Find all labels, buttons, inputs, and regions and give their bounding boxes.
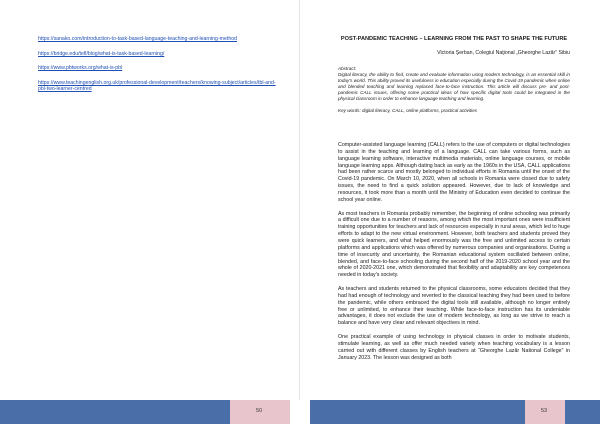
page-number-left: 50 <box>256 408 263 414</box>
footer-band-blue-left <box>0 400 230 424</box>
reference-link-pbtworks[interactable]: https://www.pbtworks.org/what-is-pbl <box>38 65 123 72</box>
abstract-text: Digital literacy, the ability to find, create and evaluate information using modern technology, is an essential skill in today's world. This ability proved its usefulness in education especially during the Covid-19 pandemic when online and blended teaching and learning replaced face-to-face instruction. This article will discuss pre- and post-pandemic CALL issues, offering some practical ideas of how specific digital tools could be integrated in the physical classroom in order to enhance language teaching and learning. <box>338 72 570 102</box>
footer-band-gap-left <box>290 400 300 424</box>
body-paragraph-4: One practical example of using technology in physical classes in order to motivate students, stimulate learning, as well as offer much needed variety when teaching vocabulary is a lesson carried out with different classes by English teachers at “Gheorghe Lazăr National College” in January 2023. The lesson was designed as both <box>338 334 570 361</box>
reference-link-teachingenglish[interactable]: https://www.teachingenglish.org.uk/professional-development/teachers/knowing-subject/articles/tbl-and-pbl-two-learner-centred <box>38 79 276 93</box>
footer-band-gap-right <box>300 400 310 424</box>
keywords: Key words: digital literacy, CALL, online platforms, practical activities <box>338 108 478 114</box>
abstract-label: Abstract: <box>338 66 357 72</box>
footer-band-blue-right-end <box>565 400 600 424</box>
body-paragraph-2: As most teachers in Romania probably remember, the beginning of online schooling was primarily a difficult one due to a number of reasons, among which the most important ones were insufficient training opportunities for teachers and lack of resources especially in rural areas, which led to huge efforts to adapt to the new virtual environment. However, both teachers and students proved they were quick learners, and what helped enormously was the free and unlimited access to certain platforms and applications which was offered by numerous companies and organisations. During a time of insecurity and uncertainty, the Romanian educational system oscillated between online, blended, and face-to-face schooling during the second half of the 2019-2020 school year and the whole of 2020-2021 one, which demonstrated that flexibility and adaptability are key competences needed in today's society. <box>338 210 570 279</box>
page-number-right: 53 <box>541 408 548 414</box>
reference-link-bridge[interactable]: https://bridge.edu/tefl/blog/what-is-task-based-learning/ <box>38 50 165 57</box>
article-author: Victoria Şerban, Colegiul Naţional „Gheorghe Lazăr” Sibiu <box>437 50 570 57</box>
left-page <box>0 0 300 400</box>
reference-links <box>38 36 278 101</box>
article-body <box>338 142 570 368</box>
body-paragraph-1: Computer-assisted language learning (CALL) refers to the use of computers or digital technologies to assist in the teaching and learning of a language. CALL can take various forms, such as language learning software, interactive multimedia materials, online language courses, or mobile language learning apps. Although dating back as early as the 1960s in the USA, CALL applications had been rather scarce and mostly belonged to individual efforts in Romania until the onset of the Covid-19 pandemic. On March 10, 2020, when all schools in Romania were closed due to safety issues, the need to find a quick solution appeared. However, due to lack of knowledge and resources, it took more than a month until the Ministry of Education even decided to continue the school year online. <box>338 142 570 203</box>
article-title: POST-PANDEMIC TEACHING – LEARNING FROM THE PAST TO SHAPE THE FUTURE <box>340 36 568 42</box>
article-header <box>338 36 570 114</box>
body-paragraph-3: As teachers and students returned to the physical classrooms, some educators decided that they had had enough of technology and reverted to the classical teaching they had been used to before the pandemic, while others embraced the digital tools still available, although no longer entirely free or unlimited, to enhance their teaching. While face-to-face instruction has its undeniable advantages, it does not exclude the use of modern technology, as long as we strive to reach a balance and have very clear and relevant objectives in mind. <box>338 286 570 327</box>
reference-link-sanako[interactable]: https://sanako.com/introduction-to-task-based-language-teaching-and-learning-method <box>38 36 237 42</box>
page-footer <box>0 400 600 424</box>
footer-band-blue-right <box>310 400 525 424</box>
